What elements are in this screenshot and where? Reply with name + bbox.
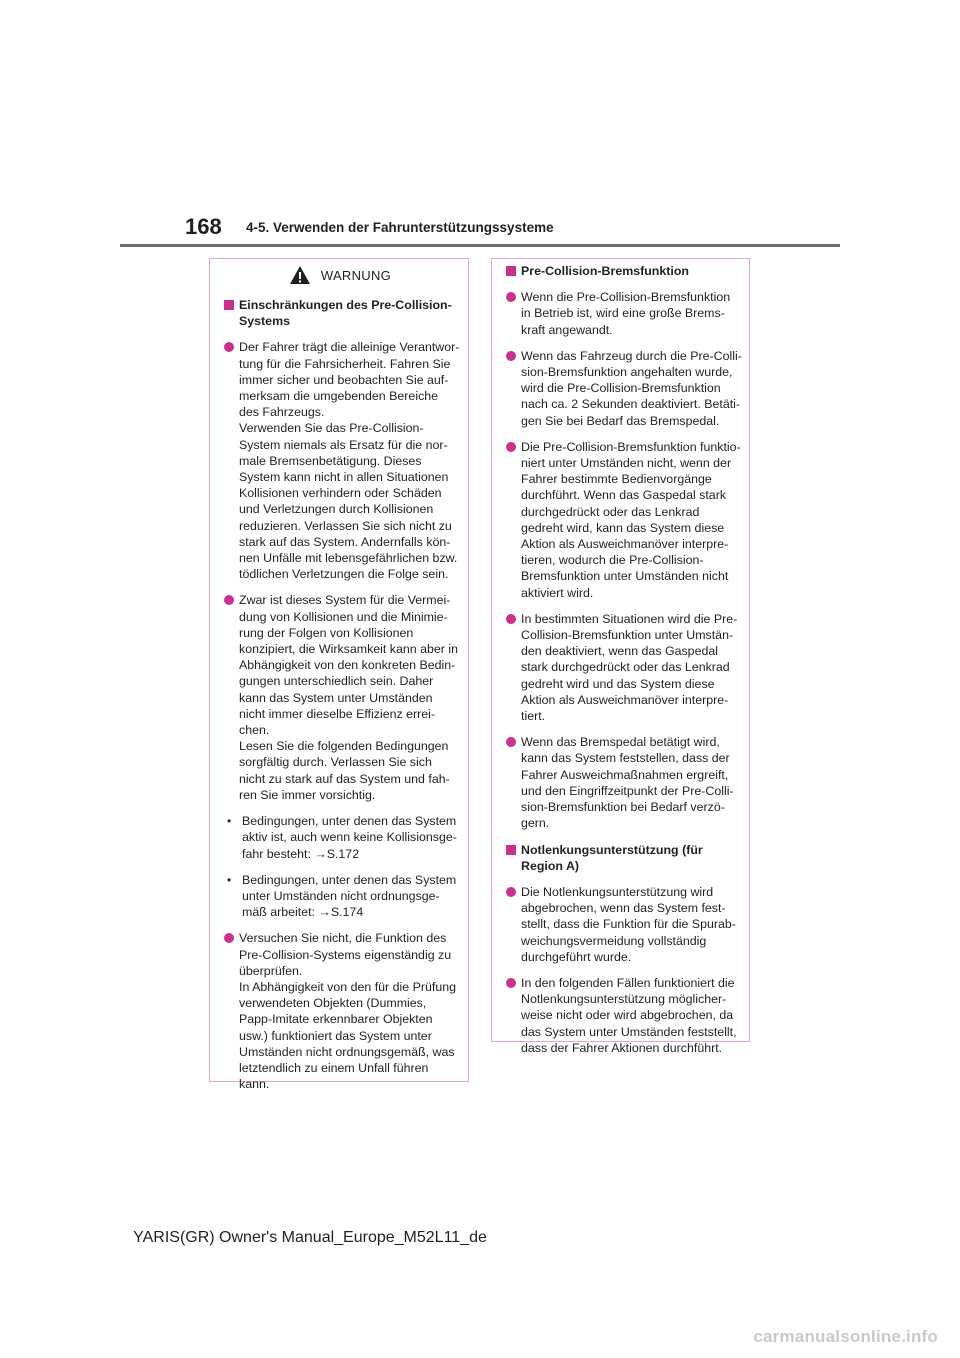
paragraph-line: gen Sie bei Bedarf das Bremspedal.	[521, 413, 720, 428]
paragraph-line: tung für die Fahrsicherheit. Fahren Sie	[239, 356, 451, 371]
circle-bullet-icon	[506, 978, 516, 988]
circle-bullet-icon	[224, 595, 234, 605]
warning-box	[209, 258, 469, 1092]
paragraph-line: wird die Pre-Collision-Bremsfunktion	[521, 381, 721, 396]
paragraph-line: stark auf das System. Andernfalls kön-	[239, 534, 451, 549]
bullet-paragraph	[224, 592, 456, 803]
paragraph-line: aktiv ist, auch wenn keine Kollisionsge-	[242, 830, 457, 845]
info-box	[491, 258, 750, 1055]
paragraph-line: Fahrer bestimmte Bedienvorgänge	[521, 472, 712, 487]
paragraph-line: weise nicht oder wird abgebrochen, da	[521, 1008, 734, 1023]
paragraph-line: reduzieren. Verlassen Sie sich nicht zu	[239, 518, 452, 533]
paragraph-line: unter Umständen nicht ordnungsge-	[242, 888, 440, 903]
paragraph-line: rung der Folgen von Kollisionen	[239, 625, 414, 640]
paragraph-line: Die Notlenkungsunterstützung wird	[521, 884, 714, 899]
paragraph-line: Papp-Imitate erkennbarer Objekten	[239, 1012, 433, 1027]
warning-triangle-icon	[289, 265, 311, 285]
circle-bullet-icon	[506, 442, 516, 452]
square-bullet-icon	[506, 266, 516, 276]
bullet-paragraph	[506, 439, 741, 601]
dot-bullet-icon: •	[227, 872, 232, 887]
info-sections	[506, 263, 742, 1056]
paragraph-line: immer sicher und beobachten Sie auf-	[239, 372, 449, 387]
circle-bullet-icon	[506, 614, 516, 624]
paragraph-line: tieren, wodurch die Pre-Collision-	[521, 553, 704, 568]
paragraph-line: und Verletzungen durch Kollisionen	[239, 502, 434, 517]
circle-bullet-icon	[506, 887, 516, 897]
paragraph-line: Versuchen Sie nicht, die Funktion des	[239, 931, 447, 946]
paragraph-line: niert unter Umständen nicht, wenn der	[521, 456, 732, 471]
paragraph-line: überprüfen.	[239, 963, 303, 978]
paragraph-line: kann das System feststellen, dass der	[521, 751, 730, 766]
paragraph-line: in Betrieb ist, wird eine große Brems-	[521, 306, 725, 321]
warning-header	[224, 261, 456, 289]
paragraph-line: verwendeten Objekten (Dummies,	[239, 996, 427, 1011]
paragraph-line: sion-Bremsfunktion angehalten wurde,	[521, 365, 733, 380]
bullet-paragraph	[506, 884, 737, 965]
paragraph-line: durchgeführt wurde.	[521, 949, 632, 964]
paragraph-line: Umständen nicht ordnungsgemäß, was	[239, 1044, 455, 1059]
paragraph-line: nen Unfälle mit lebensgefährlichen bzw.	[239, 551, 458, 566]
paragraph-line: konzipiert, die Wirksamkeit kann aber in	[239, 642, 458, 657]
paragraph-line: abgebrochen, wenn das System fest-	[521, 901, 726, 916]
paragraph-line: System niemals als Ersatz für die nor-	[239, 437, 448, 452]
circle-bullet-icon	[224, 933, 234, 943]
paragraph-line: stellt, dass die Funktion für die Spurab-	[521, 917, 736, 932]
bullet-paragraph	[506, 348, 742, 429]
square-bullet-icon	[224, 300, 234, 310]
footer-manual-id	[0, 1229, 960, 1247]
square-bullet-icon	[506, 845, 516, 855]
bullet-paragraph	[506, 734, 737, 831]
paragraph-line: den deaktiviert, wenn das Gaspedal	[521, 644, 718, 659]
paragraph-line: Verwenden Sie das Pre-Collision-	[239, 421, 424, 436]
header-rule	[120, 244, 840, 247]
heading-line: Einschränkungen des Pre-Collision-	[239, 298, 452, 312]
bullet-paragraph	[224, 339, 460, 582]
paragraph-line: System kann nicht in allen Situationen	[239, 470, 449, 485]
paragraph-line: dass der Fahrer Aktionen durchführt.	[521, 1040, 723, 1055]
paragraph-line: chen.	[239, 723, 270, 738]
dot-bullet-icon: •	[227, 814, 232, 829]
paragraph-line: male Bremsenbetätigung. Dieses	[239, 453, 422, 468]
paragraph-line: Aktion als Ausweichmanöver interpre-	[521, 537, 729, 552]
paragraph-line: Wenn das Bremspedal betätigt wird,	[521, 735, 720, 750]
page-number: 168	[185, 214, 222, 239]
paragraph-line: gedreht wird, kann das System diese	[521, 520, 725, 535]
paragraph-line: dung von Kollisionen und die Minimie-	[239, 609, 448, 624]
paragraph-line: sion-Bremsfunktion bei Bedarf verzö-	[521, 800, 725, 815]
circle-bullet-icon	[224, 342, 234, 352]
manual-id-text: YARIS(GR) Owner's Manual_Europe_M52L11_de	[133, 1229, 487, 1246]
paragraph-line: fahr besteht: →S.172	[242, 846, 360, 861]
paragraph-line: merksam die umgebenden Bereiche	[239, 389, 439, 404]
paragraph-line: kann.	[239, 1077, 270, 1092]
circle-bullet-icon	[506, 351, 516, 361]
paragraph-line: des Fahrzeugs.	[239, 405, 325, 420]
paragraph-line: In den folgenden Fällen funktioniert die	[521, 975, 735, 990]
paragraph-line: Fahrer Ausweichmaßnahmen ergreift,	[521, 767, 729, 782]
paragraph-line: Pre-Collision-Systems eigenständig zu	[239, 947, 452, 962]
bullet-paragraph	[506, 975, 737, 1056]
paragraph-line: durchführt. Wenn das Gaspedal stark	[521, 488, 727, 503]
paragraph-line: aktiviert wird.	[521, 585, 594, 600]
paragraph-line: gern.	[521, 816, 550, 831]
paragraph-line: tiert.	[521, 709, 546, 724]
paragraph-line: kraft angewandt.	[521, 322, 613, 337]
paragraph-line: stark durchgedrückt oder das Lenkrad	[521, 660, 730, 675]
paragraph-line: mäß arbeitet: →S.174	[242, 905, 364, 920]
paragraph-line: Pre-Collision-Bremsfunktion	[521, 264, 689, 278]
section-title: 4-5. Verwenden der Fahrunterstützungssysteme	[246, 220, 554, 235]
paragraph-line: Aktion als Ausweichmanöver interpre-	[521, 692, 729, 707]
paragraph-line: das System unter Umständen feststellt,	[521, 1024, 737, 1039]
paragraph-line: Lesen Sie die folgenden Bedingungen	[239, 739, 449, 754]
paragraph-line: Notlenkungsunterstützung (für	[521, 842, 703, 857]
paragraph-line: Wenn das Fahrzeug durch die Pre-Colli-	[521, 348, 742, 363]
paragraph-line: In Abhängigkeit von den für die Prüfung	[239, 979, 456, 994]
circle-bullet-icon	[506, 292, 516, 302]
bullet-paragraph	[506, 611, 737, 724]
bullet-paragraph	[224, 813, 456, 862]
paragraph-line: usw.) funktioniert das System unter	[239, 1028, 432, 1043]
paragraph-line: letztendlich zu einem Unfall führen	[239, 1060, 429, 1075]
paragraph-line: Bremsfunktion unter Umständen nicht	[521, 569, 729, 584]
paragraph-line: Die Pre-Collision-Bremsfunktion funktio-	[521, 439, 741, 454]
bullet-paragraph	[224, 872, 456, 921]
paragraph-line: und den Eingriffzeitpunkt der Pre-Colli-	[521, 783, 734, 798]
heading-line: Systems	[239, 314, 290, 329]
paragraph-line: Notlenkungsunterstützung möglicher-	[521, 992, 727, 1007]
paragraph-line: In bestimmten Situationen wird die Pre-	[521, 611, 738, 626]
paragraph-line: Bedingungen, unter denen das System	[242, 872, 457, 887]
paragraph-line: Der Fahrer trägt die alleinige Verantwor-	[239, 340, 460, 355]
paragraph-line: Kollisionen verhindern oder Schäden	[239, 486, 442, 501]
paragraph-line: Region A)	[521, 858, 580, 873]
paragraph-line: Abhängigkeit von den konkreten Bedin-	[239, 658, 456, 673]
paragraph-line: nach ca. 2 Sekunden deaktiviert. Betäti-	[521, 397, 741, 412]
paragraph-line: weichungsvermeidung vollständig	[521, 933, 707, 948]
paragraph-line: durchgedrückt oder das Lenkrad	[521, 504, 700, 519]
paragraph-line: Zwar ist dieses System für die Vermei-	[239, 593, 451, 608]
paragraph-line: nicht zu stark auf das System und fah-	[239, 771, 450, 786]
warning-heading	[224, 297, 456, 329]
paragraph-line: Bedingungen, unter denen das System	[242, 814, 457, 829]
paragraph-line: gungen unterschiedlich sein. Daher	[239, 674, 434, 689]
paragraph-line: kann das System unter Umständen	[239, 690, 433, 705]
bullet-paragraph	[224, 930, 456, 1092]
paragraph-line: nicht immer dieselbe Effizienz errei-	[239, 706, 436, 721]
section-heading	[506, 263, 737, 279]
section-heading	[506, 842, 737, 874]
circle-bullet-icon	[506, 737, 516, 747]
paragraph-line: tödlichen Verletzungen die Folge sein.	[239, 567, 449, 582]
watermark: carmanualsonline.info	[753, 1327, 938, 1346]
paragraph-line: gedreht wird und das System diese	[521, 676, 715, 691]
paragraph-line: Wenn die Pre-Collision-Bremsfunktion	[521, 290, 731, 305]
warning-paragraphs	[224, 339, 460, 1092]
warning-label: WARNUNG	[320, 267, 392, 283]
paragraph-line: ren Sie immer vorsichtig.	[239, 787, 376, 802]
paragraph-line: sorgfältig durch. Verlassen Sie sich	[239, 755, 432, 770]
paragraph-line: Collision-Bremsfunktion unter Umstän-	[521, 628, 734, 643]
bullet-paragraph	[506, 289, 737, 338]
